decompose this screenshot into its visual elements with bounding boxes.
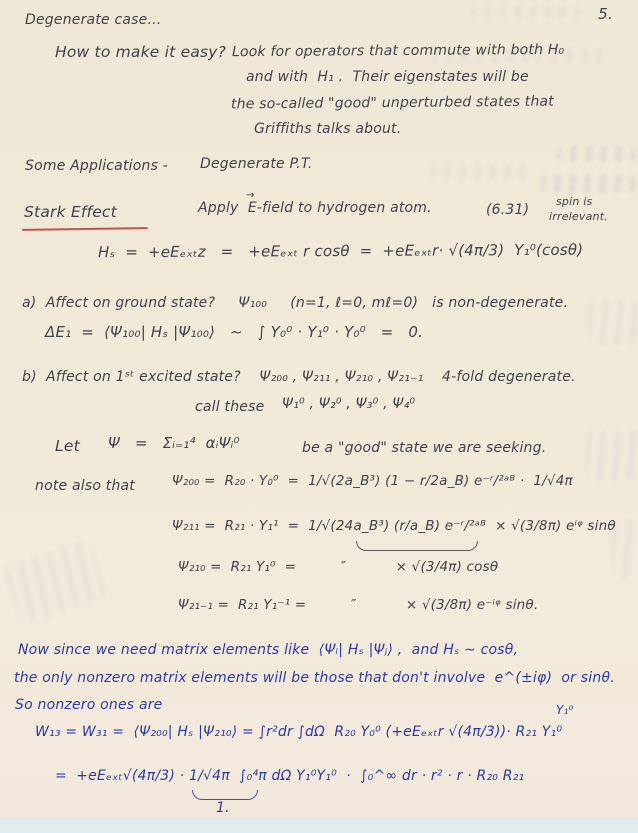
page-heading: Degenerate case... [25,12,162,28]
wavefunction-row: Ψ₂₀₀ = R₂₀ · Y₀⁰ = 1/√(2a_B³) (1 − r/2a_B) e⁻ʳ/²ᵃᴮ · 1/√4π [172,473,573,489]
stark-title: Stark Effect [24,203,117,221]
margin-note-line2: irrelevant. [549,210,608,223]
discussion-line: the only nonzero matrix elements will be those that don't involve e^(±iφ) or sinθ. [14,670,615,686]
final-equation: = +eEₑₓₜ√(4π/3) · 1/√4π ∫₀⁴π dΩ Y₁⁰Y₁⁰ · ∫₀^∞ dr · r² · r · R₂₀ R₂₁ [55,768,525,784]
let-label: Let [55,437,80,455]
call-these-label: call these [195,399,265,415]
renamed-states: Ψ₁⁰ , Ψ₂⁰ , Ψ₃⁰ , Ψ₄⁰ [282,396,416,412]
page-number: 5. [598,5,614,23]
margin-note-line1: spin is [556,195,593,208]
equation-reference: (6.31) [486,202,530,218]
discussion-line: So nonzero ones are [15,697,163,713]
bleed-through-smudge [540,175,636,193]
discussion-line: Now since we need matrix elements like ⟨Ψᵢ| Hₛ |Ψⱼ⟩ , and Hₛ ∼ cosθ, [18,642,519,658]
vector-arrow-icon: → [246,190,255,201]
wavefunction-row: Ψ₂₁₋₁ = R₂₁ Y₁⁻¹ = ″ × √(3/8π) e⁻ⁱᵠ sinθ. [178,597,539,613]
scan-edge [0,818,638,833]
bleed-through-smudge [3,540,107,625]
bleed-through-smudge [588,300,638,344]
bleed-through-smudge [470,6,580,18]
w13-equation: W₁₃ = W₃₁ = ⟨Ψ₂₀₀| Hₛ |Ψ₂₁₀⟩ = ∫r²dr ∫dΩ R₂₀ Y₀⁰ (+eEₑₓₜr √(4π/3))· R₂₁ Y₁⁰ [35,724,563,740]
intro-answer-line: Griffiths talks about. [254,121,402,137]
ansatz-equation: Ψ = Σᵢ₌₁⁴ αᵢΨᵢ⁰ [108,434,240,452]
part-a-equation: ΔE₁ = ⟨Ψ₁₀₀| Hₛ |Ψ₁₀₀⟩ ∼ ∫ Y₀⁰ · Y₁⁰ · Y₀⁰ = 0. [45,323,424,341]
part-a-line: a) Affect on ground state? Ψ₁₀₀ (n=1, ℓ=0, mℓ=0) is non-degenerate. [22,295,569,311]
wavefunction-row: Ψ₂₁₁ = R₂₁ · Y₁¹ = 1/√(24a_B³) (r/a_B) e⁻ʳ/²ᵃᴮ × √(3/8π) eⁱᵠ sinθ [172,518,616,534]
bleed-through-smudge [586,430,638,480]
brace-label: 1. [216,800,230,816]
intro-answer-line: Look for operators that commute with both H₀ [231,41,565,61]
intro-answer-line: and with H₁ . Their eigenstates will be [246,69,529,85]
hs-equation: Hₛ = +eEₑₓₜz = +eEₑₓₜ r cosθ = +eEₑₓₜr· √(4π/3) Y₁⁰(cosθ) [97,240,584,262]
intro-question: How to make it easy? [55,43,227,61]
wavefunction-row: Ψ₂₁₀ = R₂₁ Y₁⁰ = ″ × √(3/4π) cosθ [178,559,499,575]
bleed-through-smudge [612,520,638,580]
intro-answer-line: the so-called "good" unperturbed states that [230,93,555,113]
bleed-through-smudge [556,146,636,162]
stark-underline [22,227,148,231]
applications-heading: Some Applications - [25,158,168,174]
bleed-through-smudge [430,165,530,179]
underbrace [356,541,478,551]
stark-apply-text: Apply E-field to hydrogen atom. [198,200,432,216]
note-prefix: note also that [35,478,136,494]
part-b-line: b) Affect on 1ˢᵗ excited state? Ψ₂₀₀ , Ψ₂₁₁ , Ψ₂₁₀ , Ψ₂₁₋₁ 4-fold degenerate. [22,369,576,385]
underbrace [192,790,258,800]
w13-insertion: Y₁⁰ [556,703,574,717]
ansatz-note: be a "good" state we are seeking. [302,440,547,456]
applications-topic: Degenerate P.T. [200,156,313,172]
